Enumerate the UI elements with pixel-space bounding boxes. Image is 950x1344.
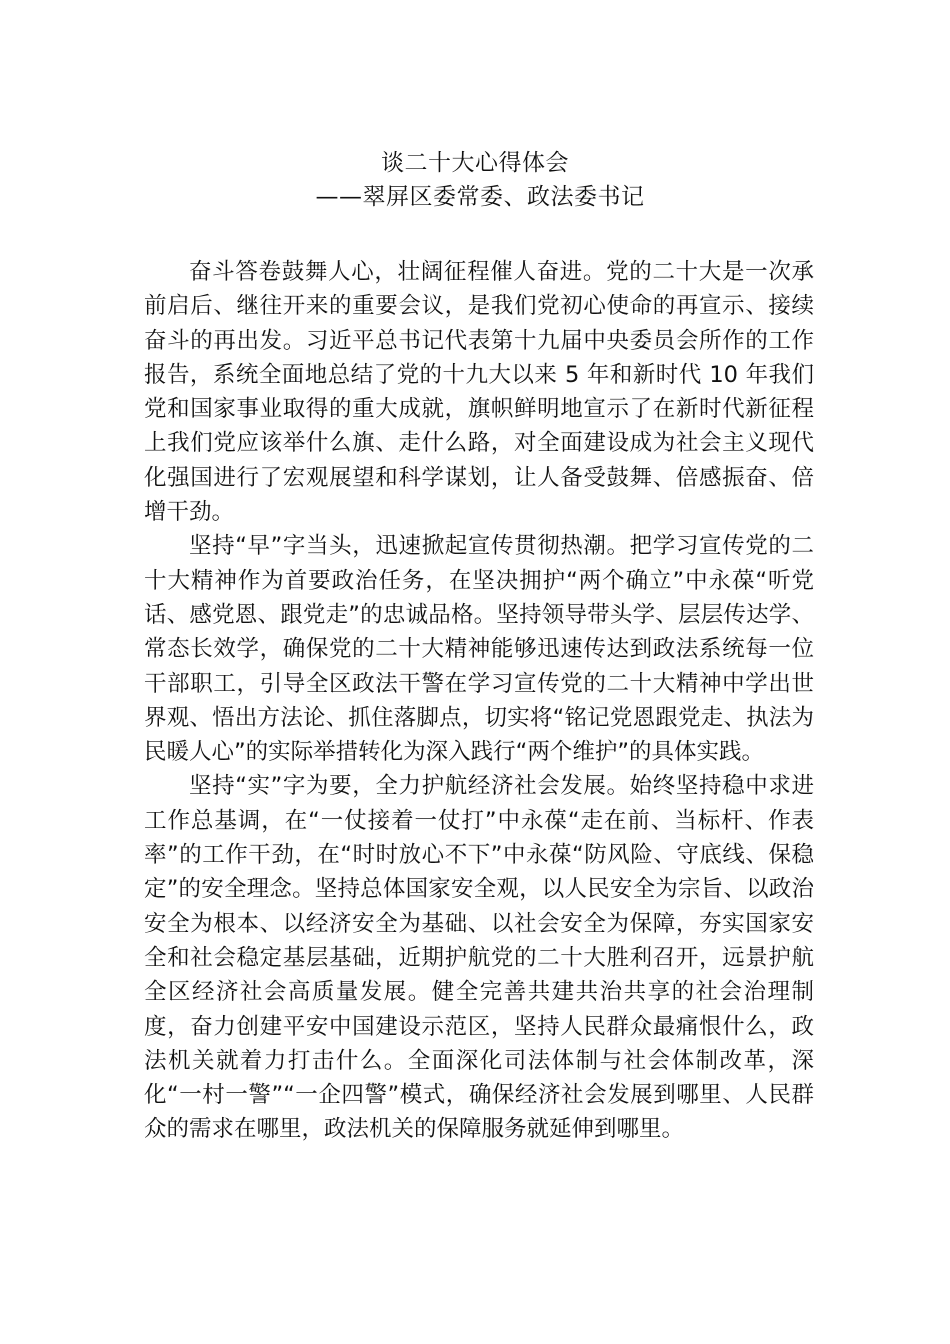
document-subtitle: ——翠屏区委常委、政法委书记 (315, 184, 645, 210)
paragraph: 奋斗答卷鼓舞人心，壮阔征程催人奋进。党的二十大是一次承前启后、继往开来的重要会议，是我们党初心使命的再宣示、接续奋斗的再出发。习近平总书记代表第十九届中央委员会所作的工作报告，系统全面地总结了党的十九大以来 5 年和新时代 10 年我们党和国家事业取得的重大成就，旗帜鲜明地宣示了在新时代新征程上我们党应该举什么旗、走什么路，对全面建设成为社会主义现代化强国进行了宏观展望和科学谋划，让人备受鼓舞、倍感振奋、倍增干劲。 (144, 259, 814, 526)
paragraph: 坚持“实”字为要，全力护航经济社会发展。始终坚持稳中求进工作总基调，在“一仗接着一仗打”中永葆“走在前、当标杆、作表率”的工作干劲，在“时时放心不下”中永葆“防风险、守底线、保稳定”的安全理念。坚持总体国家安全观，以人民安全为宗旨、以政治安全为根本、以经济安全为基础、以社会安全为保障，夯实国家安全和社会稳定基层基础，近期护航党的二十大胜利召开，远景护航全区经济社会高质量发展。健全完善共建共治共享的社会治理制度，奋力创建平安中国建设示范区，坚持人民群众最痛恨什么，政法机关就着力打击什么。全面深化司法体制与社会体制改革，深化“一村一警”“一企四警”模式，确保经济社会发展到哪里、人民群众的需求在哪里，政法机关的保障服务就延伸到哪里。 (144, 773, 814, 1143)
paragraph: 坚持“早”字当头，迅速掀起宣传贯彻热潮。把学习宣传党的二十大精神作为首要政治任务，在坚决拥护“两个确立”中永葆“听党话、感党恩、跟党走”的忠诚品格。坚持领导带头学、层层传达学、常态长效学，确保党的二十大精神能够迅速传达到政法系统每一位干部职工，引导全区政法干警在学习宣传党的二十大精神中学出世界观、悟出方法论、抓住落脚点，切实将“铭记党恩跟党走、执法为民暖人心”的实际举措转化为深入践行“两个维护”的具体实践。 (144, 533, 814, 766)
title-block (0, 146, 950, 214)
document-title: 谈二十大心得体会 (381, 150, 569, 176)
document-body (144, 255, 814, 1147)
